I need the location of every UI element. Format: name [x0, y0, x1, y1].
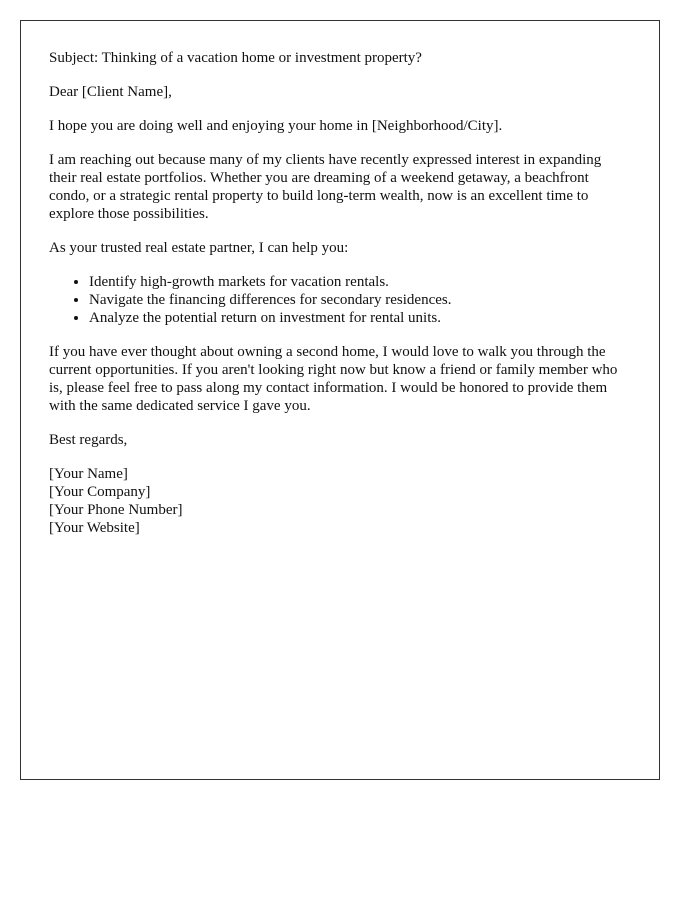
help-list-item: • Analyze the potential return on investment for rental units.	[89, 309, 631, 327]
help-list	[49, 273, 631, 327]
help-list-item: • Navigate the financing differences for secondary residences.	[89, 291, 631, 309]
signature-phone: [Your Phone Number]	[49, 502, 183, 518]
closing-paragraph: If you have ever thought about owning a second home, I would love to walk you through the current opportunities. If you aren't looking right now but know a friend or family member who is, please feel free to pass along my contact information. I would be honored to provide them with the same dedicated service I gave you.	[49, 344, 618, 414]
body-paragraph: I am reaching out because many of my clients have recently expressed interest in expanding their real estate portfolios. Whether you are dreaming of a weekend getaway, a beachfront condo, or a strategic rental property to build long-term wealth, now is an excellent time to explore those possibilities.	[49, 152, 602, 222]
signature-name: [Your Name]	[49, 466, 128, 482]
signature-website: [Your Website]	[49, 520, 140, 536]
help-list-item: • Identify high-growth markets for vacation rentals.	[89, 273, 631, 291]
sign-off: Best regards,	[49, 432, 128, 448]
signature-company: [Your Company]	[49, 484, 151, 500]
letter-document	[20, 20, 660, 780]
intro-paragraph: I hope you are doing well and enjoying your home in [Neighborhood/City].	[49, 118, 503, 134]
help-intro: As your trusted real estate partner, I can help you:	[49, 240, 349, 256]
salutation: Dear [Client Name],	[49, 84, 172, 100]
subject-line: Subject: Thinking of a vacation home or investment property?	[49, 50, 422, 66]
signature-block	[49, 465, 631, 537]
